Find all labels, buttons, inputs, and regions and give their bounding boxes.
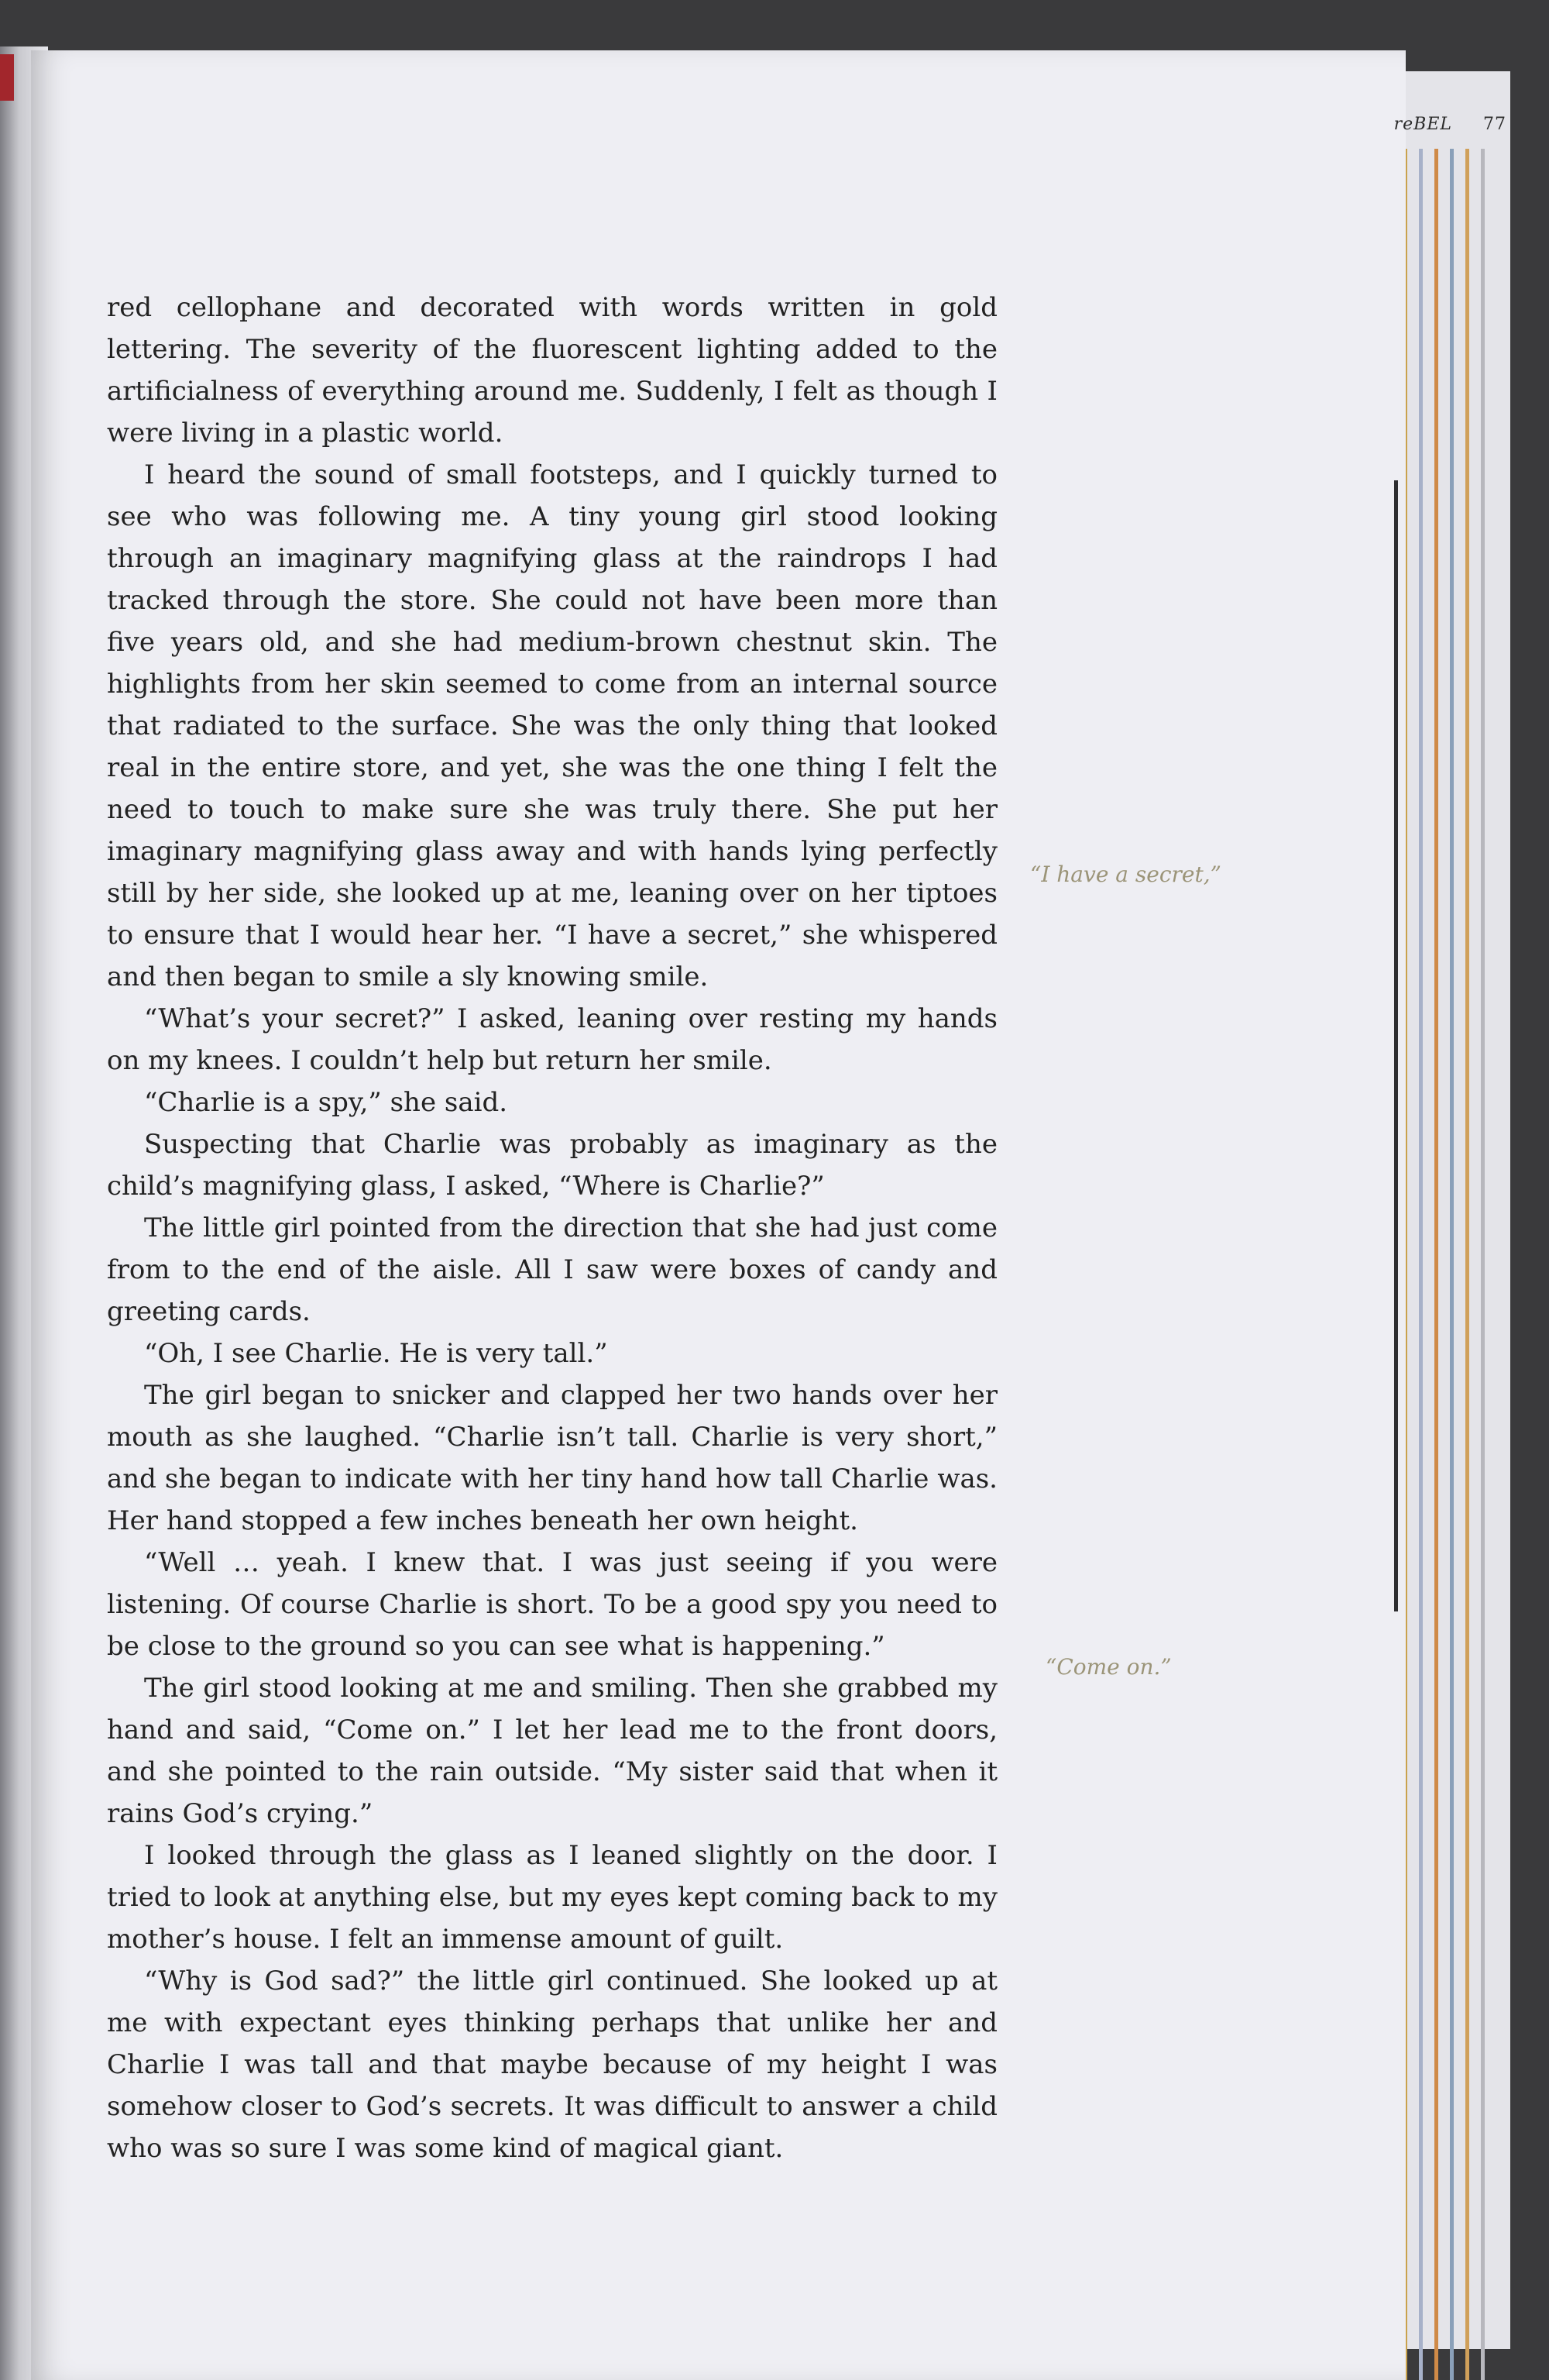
- paragraph: Suspecting that Charlie was probably as imaginary as the child’s magnifying glass, I asked, “Where is Charlie?”: [107, 1129, 998, 1202]
- paragraph: I looked through the glass as I leaned slightly on the door. I tried to look at anything else, but my eyes kept coming back to my mother’s house. I felt an immense amount of guilt.: [107, 1840, 998, 1955]
- running-title: reBEL: [1393, 115, 1452, 134]
- pullquote-come-on: “Come on.”: [1046, 1654, 1172, 1680]
- paragraph: The little girl pointed from the direction that she had just come from to the end of the aisle. All I saw were boxes of candy and greeting cards.: [107, 1212, 998, 1327]
- body-text: [107, 287, 998, 2169]
- left-cover-edge: [0, 54, 14, 101]
- pullquote-secret: “I have a secret,”: [1030, 862, 1221, 887]
- page-number: 77: [1483, 115, 1506, 134]
- paragraph: “Why is God sad?” the little girl continued. She looked up at me with expectant eyes thinking perhaps that unlike her and Charlie I was tall and that maybe because of my height I was somehow closer to God’s secrets. It was difficult to answer a child who was so sure I was some kind of magical giant.: [107, 1966, 998, 2164]
- bookmark-ribbon: [1394, 480, 1398, 1611]
- page-edge-line: [1450, 149, 1454, 2380]
- running-header: [1394, 115, 1506, 134]
- paragraph: “Charlie is a spy,” she said.: [144, 1087, 508, 1118]
- page-edge-line: [1465, 149, 1469, 2380]
- page-edge-line: [1419, 149, 1423, 2380]
- page-edge-line: [1434, 149, 1438, 2380]
- paragraph: The girl began to snicker and clapped her two hands over her mouth as she laughed. “Charlie isn’t tall. Charlie is very short,” and she began to indicate with her tiny hand how tall Charlie was. Her hand stopped a few inches beneath her own height.: [107, 1380, 998, 1536]
- paragraph: “Well … yeah. I knew that. I was just seeing if you were listening. Of course Charlie is short. To be a good spy you need to be close to the ground so you can see what is happening.”: [107, 1547, 998, 1662]
- paragraph: “Oh, I see Charlie. He is very tall.”: [144, 1338, 608, 1369]
- paragraph: I heard the sound of small footsteps, and I quickly turned to see who was following me. A tiny young girl stood looking through an imaginary magnifying glass at the raindrops I had tracked through the store. She could not have been more than five years old, and she had medium-brown chestnut skin. The highlights from her skin seemed to come from an internal source that radiated to the surface. She was the only thing that looked real in the entire store, and yet, she was the one thing I felt the need to touch to make sure she was truly there. She put her imaginary magnifying glass away and with hands lying perfectly still by her side, she looked up at me, leaning over on her tiptoes to ensure that I would hear her. “I have a secret,” she whispered and then began to smile a sly knowing smile.: [107, 459, 998, 992]
- paragraph: The girl stood looking at me and smiling. Then she grabbed my hand and said, “Come on.” I let her lead me to the front doors, and she pointed to the rain outside. “My sister said that when it rains God’s crying.”: [107, 1673, 998, 1829]
- page-edge-line: [1481, 149, 1485, 2380]
- paragraph: “What’s your secret?” I asked, leaning over resting my hands on my knees. I couldn’t help but return her smile.: [107, 1003, 998, 1076]
- paragraph: red cellophane and decorated with words written in gold lettering. The severity of the fluorescent lighting added to the artificialness of everything around me. Suddenly, I felt as though I were living in a plastic world.: [107, 292, 998, 449]
